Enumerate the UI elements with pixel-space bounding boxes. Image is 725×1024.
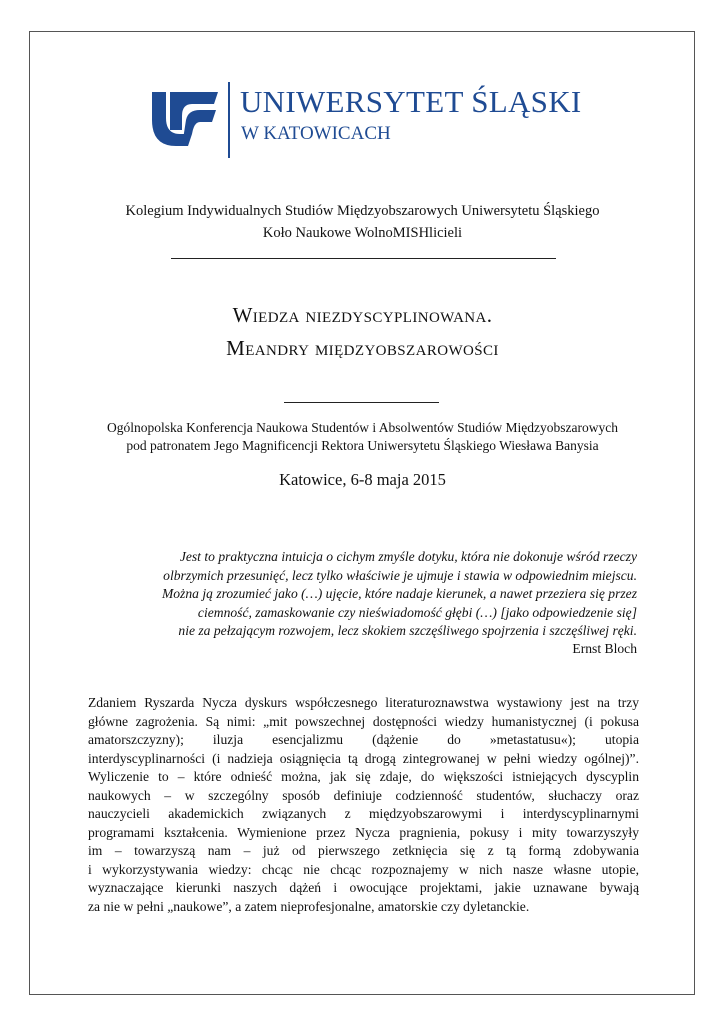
logo-divider xyxy=(228,82,230,158)
quote-line: Jest to praktyczna intuicja o cichym zmyśle dotyku, która nie dokonuje wśród rzeczy xyxy=(179,549,637,564)
conference-date: Katowice, 6-8 maja 2015 xyxy=(279,470,446,489)
organizer-line-2: Koło Naukowe WolnoMISHlicieli xyxy=(262,225,463,241)
body-paragraph xyxy=(88,694,639,916)
paragraph-line: Wyliczenie to – które odnieść można, jak się zdaje, do większości istniejących dyscyplin xyxy=(88,769,639,784)
paragraph-line: główne zagrożenia. Są nimi: „mit powszechnej dostępności wiedzy humanistycznej (i pokusa xyxy=(88,713,639,729)
university-city: W KATOWICACH xyxy=(241,123,391,144)
epigraph-quote xyxy=(80,548,637,641)
paragraph-line: wyznaczające kierunki naszych dążeń i owocujące projektami, jakie uznawane bywają xyxy=(88,880,639,895)
paragraph-line: interdyscyplinarności (i nadzieja osiągnięcia tą drogą zintegrowanej w pełni wiedzy ogólnej)”. xyxy=(88,750,639,766)
quote-line: olbrzymich przesunięć, lecz tylko właściwie je ujmuje i stawia w odpowiednim miejscu. xyxy=(163,567,637,583)
university-logo xyxy=(148,82,588,162)
conference-description-line-2: pod patronatem Jego Magnificencji Rektora Uniwersytetu Śląskiego Wiesława Banysia xyxy=(126,438,599,453)
paragraph-line: amatorszczyzny); iluzja esencjalizmu (dążenie do »metastatusu«); utopia xyxy=(88,732,639,747)
paragraph-line: za nie w pełni „naukowe”, a zatem nieprofesjonalne, amatorskie czy dyletanckie. xyxy=(88,898,530,914)
divider-middle xyxy=(284,402,439,403)
paragraph-line: programami kształcenia. Wymienione przez Nycza pragnienia, pokusy i mity towarzyszyły xyxy=(88,824,639,840)
quote-line: Można ją zrozumieć jako (…) ujęcie, które nadaje kierunek, a nawet przeziera się przez xyxy=(161,586,637,602)
quote-line: nie za pełzającym rozwojem, lecz skokiem szczęśliwego spojrzenia i szczęśliwej ręki. xyxy=(178,623,637,639)
divider-top xyxy=(171,258,556,259)
university-emblem-icon xyxy=(148,90,218,148)
university-name: UNIWERSYTET ŚLĄSKI xyxy=(240,84,582,119)
conference-title-line-2: Meandry międzyobszarowości xyxy=(226,336,499,360)
organizer-line-1: Kolegium Indywidualnych Studiów Międzyobszarowych Uniwersytetu Śląskiego xyxy=(125,203,600,219)
quote-author: Ernst Bloch xyxy=(572,641,637,656)
paragraph-line: i wykorzystywania wiedzy: chcąc nie chcąc rozpoznajemy w nich nasze własne utopie, xyxy=(88,861,639,877)
conference-title-line-1: Wiedza niezdyscyplinowana. xyxy=(232,303,493,327)
quote-line: ciemność, zamaskowanie czy nieświadomość głębi (…) [jako odpowiedzenie się] xyxy=(197,604,637,620)
conference-description-line-1: Ogólnopolska Konferencja Naukowa Studentów i Absolwentów Studiów Międzyobszarowych xyxy=(106,420,619,435)
paragraph-line: naukowych – w szczególny sposób definiuje codzienność studentów, słuchaczy oraz xyxy=(88,787,639,803)
paragraph-line: Zdaniem Ryszarda Nycza dyskurs współczesnego literaturoznawstwa wystawiony jest na trzy xyxy=(88,695,639,710)
paragraph-line: nauczycieli akademickich związanych z międzyobszarowymi i interdyscyplinarnymi xyxy=(88,806,639,821)
paragraph-line: im – towarzyszą nam – już od pierwszego zetknięcia się z tą formą zdobywania xyxy=(88,843,639,858)
